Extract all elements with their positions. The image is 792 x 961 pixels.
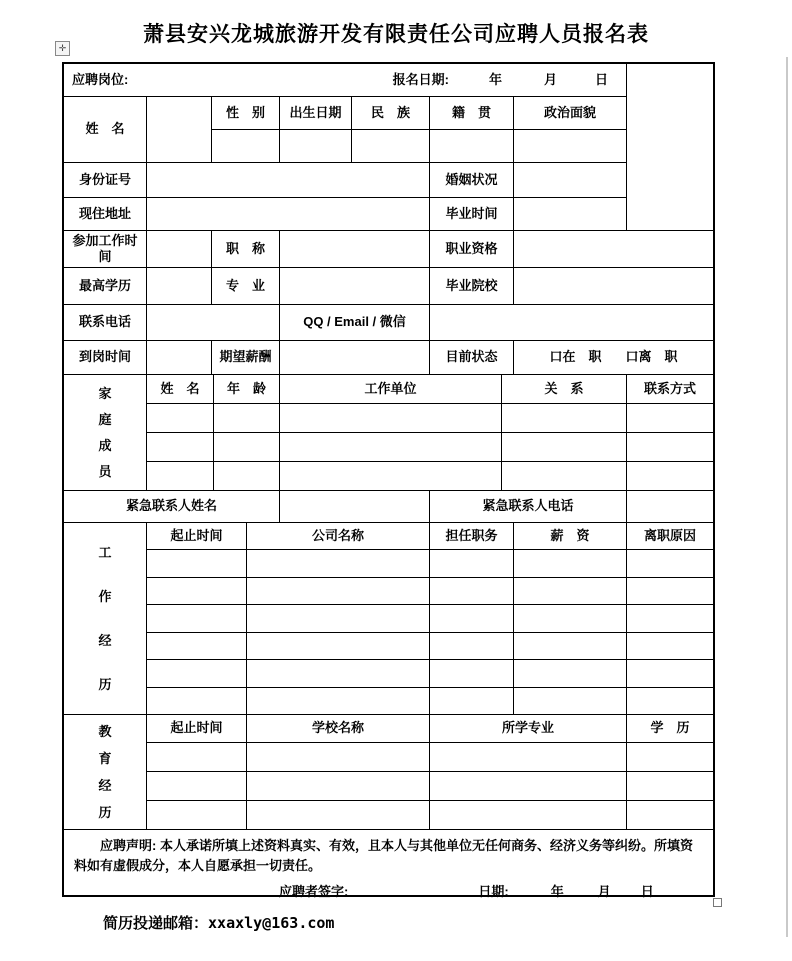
form-title: 萧县安兴龙城旅游开发有限责任公司应聘人员报名表 bbox=[143, 23, 649, 46]
declaration-text: 应聘声明: 本人承诺所填上述资料真实、有效，且本人与其他单位无任何商务、经济义务等纠纷。所填资料如有虚假成分，本人自愿承担一切责任。 bbox=[74, 838, 693, 874]
signature-date-label: 日期: bbox=[478, 884, 509, 899]
work-leave-reason-input-cell[interactable] bbox=[627, 660, 713, 688]
work-experience-label: 工作经历 bbox=[98, 544, 112, 692]
status-employed-checkbox[interactable]: 口在 职 bbox=[549, 349, 602, 365]
application-form-table bbox=[62, 62, 715, 897]
work-period-input-cell[interactable] bbox=[147, 660, 247, 688]
work-salary-input-cell[interactable] bbox=[514, 605, 627, 633]
work-salary-input-cell[interactable] bbox=[514, 550, 627, 578]
apply-date-label: 报名日期: bbox=[392, 71, 449, 87]
work-experience-row bbox=[147, 633, 713, 661]
name-input-cell[interactable] bbox=[147, 97, 212, 163]
address-label: 现住地址 bbox=[64, 198, 147, 231]
edu-degree-input-cell[interactable] bbox=[627, 772, 713, 801]
edu-period-header: 起止时间 bbox=[147, 715, 247, 743]
edu-school-input-cell[interactable] bbox=[247, 801, 430, 830]
id-number-input-cell[interactable] bbox=[147, 163, 430, 198]
work-position-input-cell[interactable] bbox=[430, 688, 514, 716]
table-move-handle-icon[interactable] bbox=[55, 41, 70, 56]
political-status-header: 政治面貌 bbox=[514, 97, 626, 130]
signature-day-label: 日 bbox=[640, 884, 654, 899]
work-salary-input-cell[interactable] bbox=[514, 688, 627, 716]
work-experience-row bbox=[147, 550, 713, 578]
work-experience-section bbox=[64, 523, 713, 715]
emergency-contact-name-input-cell[interactable] bbox=[280, 491, 430, 523]
page-edge-divider bbox=[786, 57, 788, 937]
signature-month-label: 月 bbox=[597, 884, 611, 899]
work-period-input-cell[interactable] bbox=[147, 605, 247, 633]
edu-school-input-cell[interactable] bbox=[247, 772, 430, 801]
work-experience-row bbox=[147, 605, 713, 633]
work-salary-input-cell[interactable] bbox=[514, 578, 627, 606]
family-employer-input-cell[interactable] bbox=[280, 462, 502, 491]
emergency-contact-phone-label: 紧急联系人电话 bbox=[430, 491, 627, 523]
work-position-input-cell[interactable] bbox=[430, 605, 514, 633]
resume-email-label: 简历投递邮箱： bbox=[103, 915, 209, 932]
photo-cell[interactable] bbox=[627, 64, 713, 231]
resume-email-line bbox=[103, 912, 334, 933]
education-row bbox=[147, 772, 713, 801]
work-period-input-cell[interactable] bbox=[147, 578, 247, 606]
work-salary-header: 薪 资 bbox=[514, 523, 627, 550]
work-experience-row bbox=[147, 688, 713, 716]
political-status-input-cell[interactable] bbox=[514, 130, 626, 163]
top-section bbox=[64, 64, 713, 231]
edu-degree-header: 学 历 bbox=[627, 715, 713, 743]
address-input-cell[interactable] bbox=[147, 198, 430, 231]
work-period-input-cell[interactable] bbox=[147, 688, 247, 716]
work-company-input-cell[interactable] bbox=[247, 605, 430, 633]
qualification-input-cell[interactable] bbox=[514, 231, 713, 268]
ethnicity-header: 民 族 bbox=[352, 97, 430, 130]
work-experience-row bbox=[147, 660, 713, 688]
family-name-input-cell[interactable] bbox=[147, 462, 214, 491]
qualification-label: 职业资格 bbox=[430, 231, 514, 268]
family-contact-input-cell[interactable] bbox=[627, 433, 713, 462]
expected-salary-input-cell[interactable] bbox=[280, 341, 430, 375]
family-row bbox=[147, 462, 713, 491]
family-contact-header: 联系方式 bbox=[627, 375, 713, 404]
work-salary-input-cell[interactable] bbox=[514, 633, 627, 661]
work-salary-input-cell[interactable] bbox=[514, 660, 627, 688]
family-age-input-cell[interactable] bbox=[214, 433, 280, 462]
edu-school-input-cell[interactable] bbox=[247, 743, 430, 772]
education-history-label: 教育经历 bbox=[98, 724, 112, 820]
gender-header: 性 别 bbox=[212, 97, 280, 130]
status-resigned-checkbox[interactable]: 口离 职 bbox=[625, 349, 678, 365]
resume-email-address[interactable]: xxaxly@163.com bbox=[208, 914, 335, 932]
family-relation-input-cell[interactable] bbox=[502, 433, 627, 462]
emergency-contact-phone-input-cell[interactable] bbox=[627, 491, 713, 523]
gender-input-cell[interactable] bbox=[212, 130, 280, 163]
qq-email-wechat-input-cell[interactable] bbox=[430, 305, 713, 341]
graduation-time-input-cell[interactable] bbox=[514, 198, 626, 231]
work-start-time-input-cell[interactable] bbox=[147, 231, 212, 268]
highest-education-label: 最高学历 bbox=[64, 268, 147, 305]
work-leave-reason-header: 离职原因 bbox=[627, 523, 713, 550]
arrival-time-input-cell[interactable] bbox=[147, 341, 212, 375]
work-leave-reason-input-cell[interactable] bbox=[627, 688, 713, 716]
family-name-input-cell[interactable] bbox=[147, 404, 214, 433]
table-resize-handle[interactable] bbox=[713, 898, 722, 907]
edu-major-input-cell[interactable] bbox=[430, 743, 627, 772]
edu-major-header: 所学专业 bbox=[430, 715, 627, 743]
edu-school-header: 学校名称 bbox=[247, 715, 430, 743]
work-leave-reason-input-cell[interactable] bbox=[627, 550, 713, 578]
college-input-cell[interactable] bbox=[514, 268, 713, 305]
work-leave-reason-input-cell[interactable] bbox=[627, 605, 713, 633]
qq-email-wechat-label: QQ / Email / 微信 bbox=[280, 305, 430, 341]
native-place-header: 籍 贯 bbox=[430, 97, 514, 130]
family-relation-header: 关 系 bbox=[502, 375, 627, 404]
family-relation-input-cell[interactable] bbox=[502, 462, 627, 491]
family-employer-input-cell[interactable] bbox=[280, 433, 502, 462]
year-label: 年 bbox=[488, 71, 502, 87]
applicant-signature-label: 应聘者签字: bbox=[279, 884, 349, 899]
birthdate-input-cell[interactable] bbox=[280, 130, 352, 163]
family-relation-input-cell[interactable] bbox=[502, 404, 627, 433]
id-number-label: 身份证号 bbox=[64, 163, 147, 198]
edu-period-input-cell[interactable] bbox=[147, 801, 247, 830]
work-company-header: 公司名称 bbox=[247, 523, 430, 550]
job-title-input-cell[interactable] bbox=[280, 231, 430, 268]
apply-position-label: 应聘岗位: bbox=[72, 71, 129, 87]
major-label: 专 业 bbox=[212, 268, 280, 305]
current-status-label: 目前状态 bbox=[430, 341, 514, 375]
emergency-contact-name-label: 紧急联系人姓名 bbox=[64, 491, 280, 523]
work-company-input-cell[interactable] bbox=[247, 660, 430, 688]
work-period-header: 起止时间 bbox=[147, 523, 247, 550]
family-contact-input-cell[interactable] bbox=[627, 462, 713, 491]
work-position-input-cell[interactable] bbox=[430, 633, 514, 661]
arrival-time-label: 到岗时间 bbox=[64, 341, 147, 375]
family-employer-header: 工作单位 bbox=[280, 375, 502, 404]
edu-period-input-cell[interactable] bbox=[147, 772, 247, 801]
edu-degree-input-cell[interactable] bbox=[627, 743, 713, 772]
edu-period-input-cell[interactable] bbox=[147, 743, 247, 772]
family-row bbox=[147, 404, 713, 433]
work-company-input-cell[interactable] bbox=[247, 688, 430, 716]
marital-status-label: 婚姻状况 bbox=[430, 163, 514, 198]
family-name-header: 姓 名 bbox=[147, 375, 214, 404]
education-row bbox=[147, 801, 713, 830]
edu-major-input-cell[interactable] bbox=[430, 772, 627, 801]
day-label: 日 bbox=[594, 71, 608, 87]
education-row bbox=[147, 743, 713, 772]
work-period-input-cell[interactable] bbox=[147, 633, 247, 661]
work-position-header: 担任职务 bbox=[430, 523, 514, 550]
family-age-input-cell[interactable] bbox=[214, 404, 280, 433]
work-experience-row bbox=[147, 578, 713, 606]
marital-status-input-cell[interactable] bbox=[514, 163, 626, 198]
graduation-time-label: 毕业时间 bbox=[430, 198, 514, 231]
family-members-label: 家庭成员 bbox=[98, 385, 112, 479]
education-section bbox=[64, 715, 713, 830]
job-title-label: 职 称 bbox=[212, 231, 280, 268]
work-start-time-label: 参加工作时间 bbox=[64, 231, 147, 268]
name-label: 姓 名 bbox=[64, 97, 147, 163]
family-name-input-cell[interactable] bbox=[147, 433, 214, 462]
major-input-cell[interactable] bbox=[280, 268, 430, 305]
family-employer-input-cell[interactable] bbox=[280, 404, 502, 433]
highest-education-input-cell[interactable] bbox=[147, 268, 212, 305]
edu-major-input-cell[interactable] bbox=[430, 801, 627, 830]
expected-salary-label: 期望薪酬 bbox=[212, 341, 280, 375]
work-company-input-cell[interactable] bbox=[247, 550, 430, 578]
work-leave-reason-input-cell[interactable] bbox=[627, 578, 713, 606]
work-leave-reason-input-cell[interactable] bbox=[627, 633, 713, 661]
college-label: 毕业院校 bbox=[430, 268, 514, 305]
signature-year-label: 年 bbox=[550, 884, 564, 899]
cross-arrows-icon: ✛ bbox=[58, 43, 67, 53]
family-age-header: 年 龄 bbox=[214, 375, 280, 404]
work-position-input-cell[interactable] bbox=[430, 550, 514, 578]
family-contact-input-cell[interactable] bbox=[627, 404, 713, 433]
work-period-input-cell[interactable] bbox=[147, 550, 247, 578]
phone-input-cell[interactable] bbox=[147, 305, 280, 341]
birthdate-header: 出生日期 bbox=[280, 97, 352, 130]
ethnicity-input-cell[interactable] bbox=[352, 130, 430, 163]
work-position-input-cell[interactable] bbox=[430, 578, 514, 606]
family-section bbox=[64, 375, 713, 491]
work-company-input-cell[interactable] bbox=[247, 633, 430, 661]
edu-degree-input-cell[interactable] bbox=[627, 801, 713, 830]
phone-label: 联系电话 bbox=[64, 305, 147, 341]
work-position-input-cell[interactable] bbox=[430, 660, 514, 688]
family-age-input-cell[interactable] bbox=[214, 462, 280, 491]
native-place-input-cell[interactable] bbox=[430, 130, 514, 163]
work-company-input-cell[interactable] bbox=[247, 578, 430, 606]
month-label: 月 bbox=[543, 71, 557, 87]
family-row bbox=[147, 433, 713, 462]
